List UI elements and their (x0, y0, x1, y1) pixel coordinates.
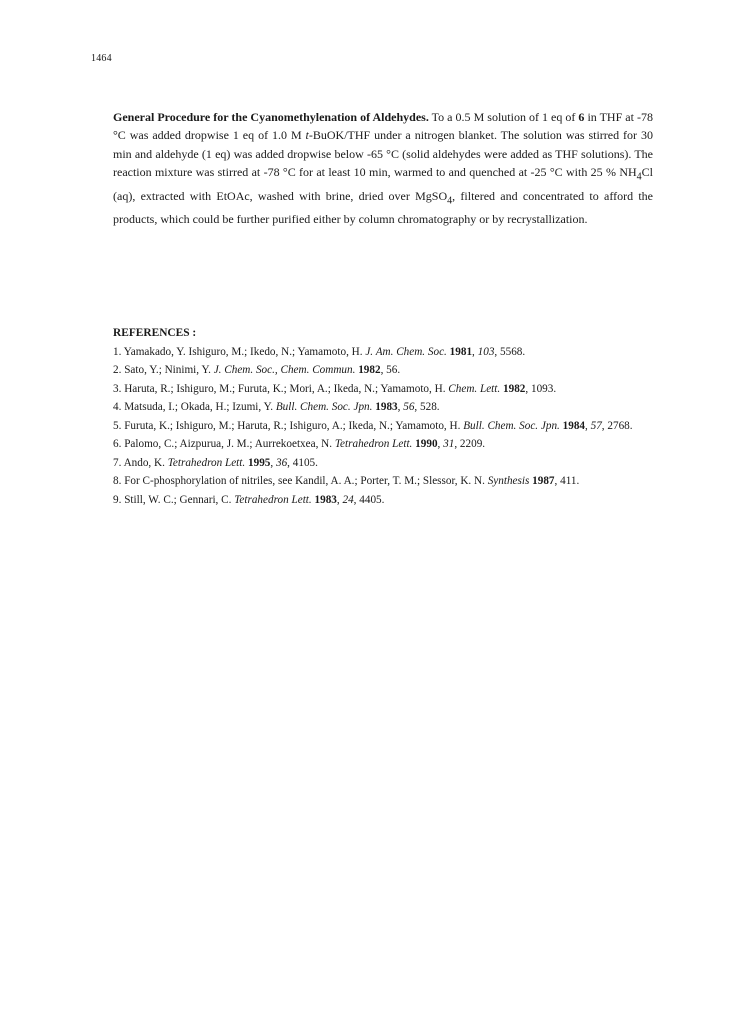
reference-journal: Bull. Chem. Soc. Jpn. (275, 401, 373, 413)
procedure-text: To a 0.5 M solution of 1 eq of (428, 110, 579, 124)
reference-year: 1983 (314, 493, 337, 506)
reference-authors: 8. For C-phosphorylation of nitriles, see Kandil, A. A.; Porter, T. M.; Slessor, K. N. (113, 475, 488, 487)
reference-year: 1983 (375, 401, 398, 413)
reference-journal: Tetrahedron Lett. (234, 493, 312, 506)
reference-journal: Tetrahedron Lett. (167, 456, 246, 469)
reference-journal: Tetrahedron Lett. (334, 438, 413, 450)
reference-item: 7. Ando, K. Tetrahedron Lett. 1995, 36, 4105. (113, 456, 318, 469)
subscript: 4 (447, 194, 453, 206)
reference-item (113, 361, 653, 380)
reference-volume: 57 (590, 419, 602, 432)
reference-year: 1982 (503, 382, 526, 395)
procedure-text: Cl (aq), extracted with EtOAc, washed with brine, dried over MgSO (113, 164, 653, 203)
references-heading: REFERENCES : (113, 327, 197, 339)
references-section (113, 324, 653, 509)
compound-number: 6 (578, 110, 585, 124)
procedure-text: -BuOK/THF under a nitrogen blanket. The solution was stirred for 30 min and aldehyde (1 eq) was added dropwise below -65 °C (solid aldehydes were added as THF solutions). The reaction mixture was stirred at -78 °C for at least 10 min, warmed to and quenched at -25 °C with 25 % NH (113, 128, 653, 179)
reference-authors: 9. Still, W. C.; Gennari, C. (113, 493, 235, 506)
reference-journal: J. Chem. Soc., Chem. Commun. (213, 364, 356, 376)
reference-authors: 5. Furuta, K.; Ishiguro, M.; Haruta, R.; Ishiguro, A.; Ikeda, N.; Yamamoto, H. (113, 419, 464, 432)
reference-journal: Bull. Chem. Soc. Jpn. (463, 419, 560, 432)
reference-authors: 3. Haruta, R.; Ishiguro, M.; Furuta, K.; Mori, A.; Ikeda, N.; Yamamoto, H. (113, 382, 449, 395)
reference-pages: , 4105. (287, 456, 318, 469)
reference-item: 6. Palomo, C.; Aizpurua, J. M.; Aurrekoetxea, N. Tetrahedron Lett. 1990, 31, 2209. (113, 438, 486, 450)
procedure-text: , filtered and concentrated to afford the products, which could be further purified either by column chromatography or by recrystallization. (113, 188, 654, 227)
reference-volume: 36 (275, 456, 288, 469)
reference-year: 1984 (562, 419, 586, 432)
reference-journal: J. Am. Chem. Soc. (365, 345, 447, 358)
page-number: 1464 (91, 53, 112, 64)
reference-authors: 1. Yamakado, Y. Ishiguro, M.; Ikedo, N.; Yamamoto, H. (113, 345, 366, 358)
reference-item: 9. Still, W. C.; Gennari, C. Tetrahedron Lett. 1983, 24, 4405. (113, 493, 385, 506)
general-procedure-paragraph (113, 108, 653, 229)
reference-volume: 31 (443, 438, 455, 450)
reference-item (113, 472, 653, 491)
reference-pages: , 528. (414, 401, 440, 413)
reference-journal: Chem. Lett. (448, 382, 501, 395)
references-list (113, 343, 653, 510)
reference-pages: , 1093. (525, 382, 557, 395)
reference-item (113, 380, 653, 399)
reference-pages: , 411. (554, 475, 580, 487)
reference-year: 1982 (358, 364, 381, 376)
reference-volume: 56 (403, 401, 415, 413)
reference-journal: Synthesis (487, 475, 530, 487)
reference-year: 1981 (449, 345, 473, 358)
reference-pages: , 2768. (601, 419, 633, 432)
reference-volume: 24 (342, 493, 354, 506)
procedure-text-italic: t (305, 128, 309, 143)
reference-item: 4. Matsuda, I.; Okada, H.; Izumi, Y. Bull. Chem. Soc. Jpn. 1983, 56, 528. (113, 401, 440, 413)
reference-pages: , 2209. (454, 438, 486, 450)
procedure-heading: General Procedure for the Cyanomethylenation of Aldehydes. (113, 110, 429, 124)
reference-year: 1995 (248, 456, 271, 469)
reference-pages: , 56. (380, 364, 401, 376)
reference-authors: 2. Sato, Y.; Ninimi, Y. (113, 364, 214, 376)
reference-year: 1990 (415, 438, 438, 450)
reference-volume: 103 (477, 345, 495, 358)
reference-authors: 6. Palomo, C.; Aizpurua, J. M.; Aurrekoetxea, N. (113, 438, 335, 450)
subscript: 4 (636, 171, 642, 183)
reference-authors: 4. Matsuda, I.; Okada, H.; Izumi, Y. (113, 401, 276, 413)
reference-year: 1987 (532, 475, 555, 487)
reference-item: 5. Furuta, K.; Ishiguro, M.; Haruta, R.; Ishiguro, A.; Ikeda, N.; Yamamoto, H. Bull. Chem. Soc. Jpn. 1984, 57, 2768. (113, 419, 633, 432)
reference-pages: , 5568. (494, 345, 526, 358)
reference-pages: , 4405. (353, 493, 385, 506)
reference-item: 1. Yamakado, Y. Ishiguro, M.; Ikedo, N.; Yamamoto, H. J. Am. Chem. Soc. 1981, 103, 5568. (113, 345, 526, 358)
procedure-text: in THF at -78 °C was added dropwise 1 eq of 1.0 M (113, 110, 653, 143)
reference-authors: 7. Ando, K. (113, 456, 168, 469)
